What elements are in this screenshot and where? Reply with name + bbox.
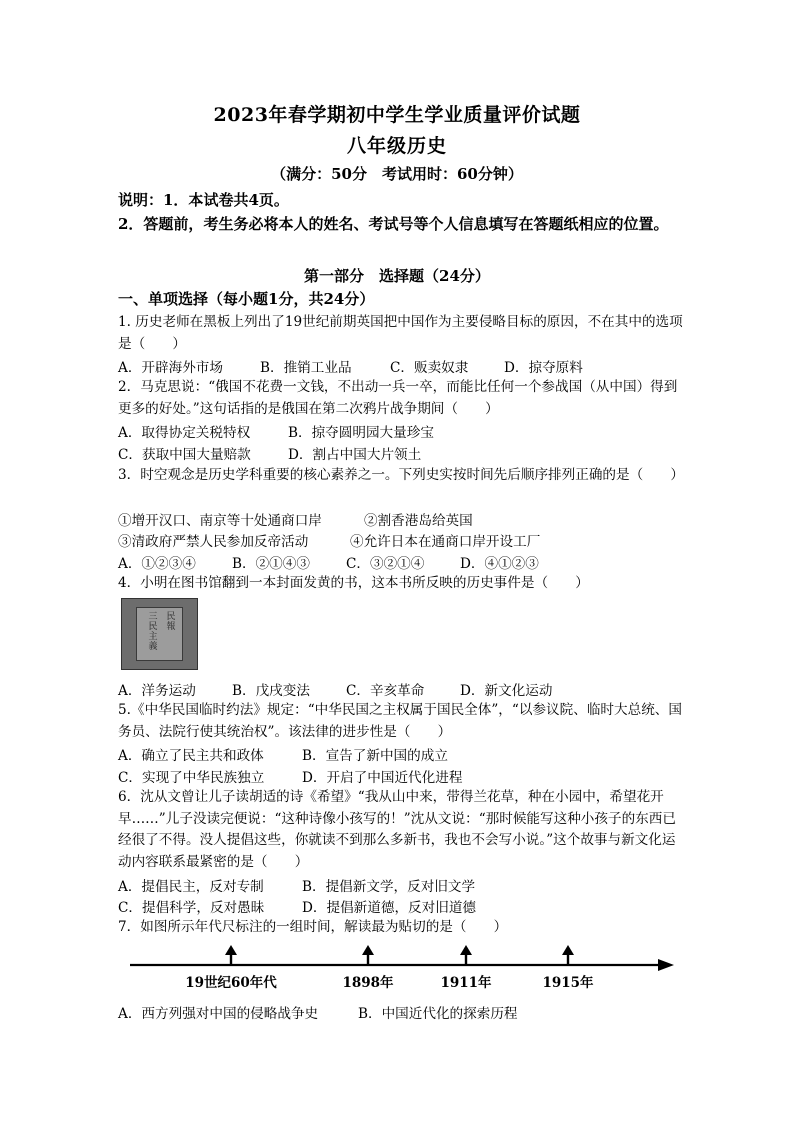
question-3-item-3: ③清政府严禁人民参加反帝活动 (118, 534, 309, 550)
question-1-option-d: D．掠夺原料 (504, 360, 583, 376)
question-3-option-b: B．②①④③ (232, 556, 310, 572)
question-3-options (118, 552, 684, 573)
question-4-option-b: B．戊戌变法 (232, 683, 310, 699)
question-2-option-d: D．割占中国大片领土 (288, 447, 422, 463)
question-4-stem: 4．小明在图书馆翻到一本封面发黄的书，这本书所反映的历史事件是（ ） (118, 575, 589, 591)
question-4-option-d: D．新文化运动 (460, 683, 553, 699)
question-6-option-d: D．提倡新道德，反对旧道德 (302, 900, 477, 916)
timeline-label-2: 1898年 (342, 975, 394, 991)
section-heading: 一、单项选择（每小题1分，共24分） (118, 290, 375, 308)
timeline-label-1: 19世纪60年代 (185, 975, 277, 991)
question-1-option-c: C．贩卖奴隶 (390, 360, 469, 376)
question-1-options (118, 356, 684, 377)
question-1-option-b: B．推销工业品 (260, 360, 352, 376)
question-3-items-row2 (118, 530, 684, 551)
book-cover-text-left: 三民主義 (148, 612, 158, 652)
question-3-item-4: ④允许日本在通商口岸开设工厂 (350, 534, 541, 550)
note-line-1: 说明：1．本试卷共4页。 (118, 191, 289, 209)
section-part: 第一部分 选择题（24分） (304, 267, 490, 285)
question-3-stem: 3．时空观念是历史学科重要的核心素养之一。下列史实按时间先后顺序排列正确的是（ ） (118, 467, 684, 483)
question-7-option-b: B．中国近代化的探索历程 (358, 1006, 518, 1022)
timeline-figure (128, 944, 674, 992)
question-7-stem: 7．如图所示年代尺标注的一组时间，解读最为贴切的是（ ） (118, 919, 508, 935)
question-4-options (118, 679, 684, 700)
question-6-options-row1 (118, 875, 684, 896)
question-7-options (118, 1002, 684, 1023)
question-1-stem: 1. 历史老师在黑板上列出了19世纪前期英国把中国作为主要侵略目标的原因，不在其中的选项是（ ） (118, 314, 683, 352)
question-1-option-a: A．开辟海外市场 (118, 360, 223, 376)
question-6-option-c: C．提倡科学，反对愚昧 (118, 900, 265, 916)
question-5-options-row2 (118, 766, 684, 787)
question-2-option-c: C．获取中国大量赔款 (118, 447, 251, 463)
question-5-stem: 5.《中华民国临时约法》规定：“中华民国之主权属于国民全体”，“以参议院、临时大总统、国务员、法院行使其统治权”。该法律的进步性是（ ） (118, 702, 682, 740)
exam-meta: （满分：50分 考试用时：60分钟） (271, 165, 523, 183)
question-2-options-row2 (118, 443, 684, 464)
question-5-option-b: B．宣告了新中国的成立 (302, 748, 448, 764)
question-5-option-c: C．实现了中华民族独立 (118, 770, 265, 786)
timeline-marker-4 (562, 945, 574, 965)
question-2-option-a: A．取得协定关税特权 (118, 425, 251, 441)
timeline-label-3: 1911年 (440, 975, 492, 991)
note-line-2: 2．答题前，考生务必将本人的姓名、考试号等个人信息填写在答题纸相应的位置。 (118, 215, 669, 233)
timeline-arrowhead (658, 959, 674, 971)
question-4-option-c: C．辛亥革命 (346, 683, 425, 699)
book-cover-text-right: 民報 (166, 612, 176, 632)
question-6-option-a: A．提倡民主，反对专制 (118, 879, 264, 895)
exam-title: 2023年春学期初中学生学业质量评价试题 (213, 104, 581, 126)
book-cover-image (121, 598, 198, 670)
question-3-item-1: ①增开汉口、南京等十处通商口岸 (118, 513, 322, 529)
timeline-marker-2 (362, 945, 374, 965)
question-3-item-2: ②割香港岛给英国 (364, 513, 473, 529)
question-2-option-b: B．掠夺圆明园大量珍宝 (288, 425, 434, 441)
question-4-option-a: A．洋务运动 (118, 683, 196, 699)
timeline-label-4: 1915年 (542, 975, 594, 991)
book-cover-label (136, 607, 183, 661)
question-3-option-d: D．④①②③ (460, 556, 539, 572)
question-6-stem: 6．沈从文曾让儿子读胡适的诗《希望》“我从山中来，带得兰花草，种在小园中，希望花开早……”儿子没读完便说：“这种诗像小孩写的！”沈从文说：“那时候能写这种小孩子的东西已经很了不得。没人提倡这些，你就读不到那么多新书，我也不会写小说。”这个故事与新文化运动内容联系最紧密的是（ ） (118, 789, 676, 870)
question-5-options-row1 (118, 744, 684, 765)
question-3-option-a: A．①②③④ (118, 556, 196, 572)
question-3-items-row1 (118, 509, 684, 530)
question-5-option-a: A．确立了民主共和政体 (118, 748, 264, 764)
question-6-options-row2 (118, 896, 684, 917)
question-6-option-b: B．提倡新文学，反对旧文学 (302, 879, 476, 895)
timeline-marker-1 (225, 945, 237, 965)
question-2-stem: 2．马克思说：“俄国不花费一文钱，不出动一兵一卒，而能比任何一个参战国（从中国）得到更多的好处。”这句话指的是俄国在第二次鸦片战争期间（ ） (118, 379, 678, 417)
question-3-option-c: C．③②①④ (346, 556, 425, 572)
question-2-options-row1 (118, 421, 684, 442)
timeline-marker-3 (460, 945, 472, 965)
question-7-option-a: A．西方列强对中国的侵略战争史 (118, 1006, 319, 1022)
question-5-option-d: D．开启了中国近代化进程 (302, 770, 463, 786)
exam-subtitle: 八年级历史 (346, 135, 447, 157)
